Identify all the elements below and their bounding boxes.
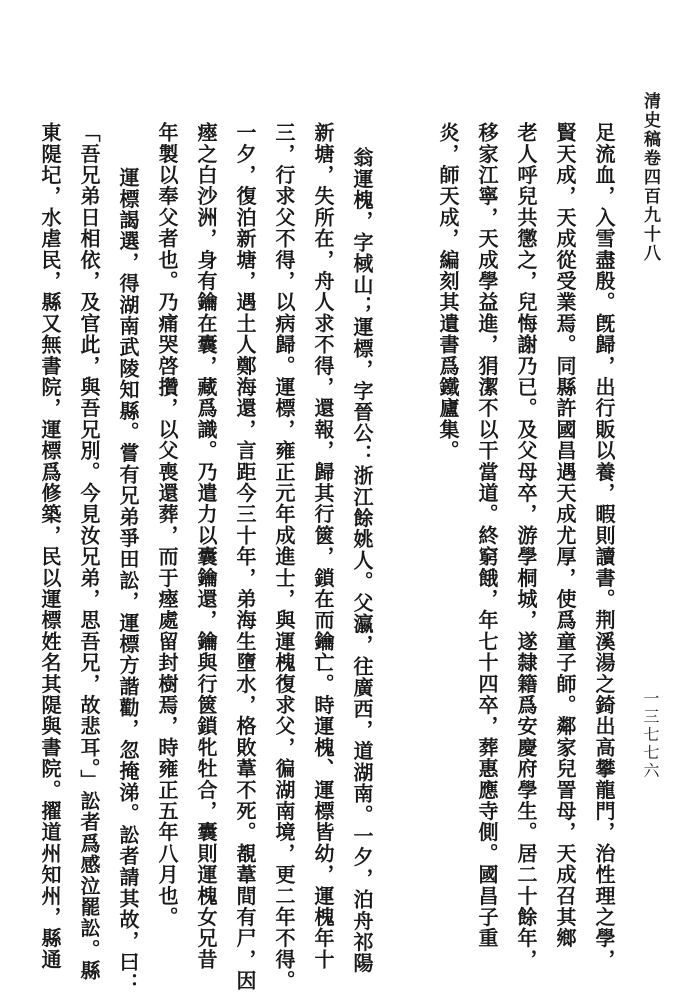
text-column: 一夕，復泊新塘，遇土人鄭海還，言距今三十年，弟海生墮水，格敗葦不死。覩葦間有尸，因 (233, 122, 257, 992)
text-column: 新塘，失所在，舟人求不得，還報，歸其行篋，鎖在而鑰亡。時運槐、運標皆幼，運槐年十 (311, 122, 335, 970)
book-title-header: 清史稿卷四百九十八 (640, 92, 660, 263)
text-column: 賢天成，天成從受業焉。同縣許國昌遇天成尤厚，使爲童子師。鄰家兒詈母，天成召其鄉 (553, 122, 577, 949)
text-column: 三，行求父不得，以病歸。運標，雍正元年成進士，與運槐復求父，徧湖南境，更二年不得。 (272, 122, 296, 992)
text-column: 炎，師天成，編刻其遺書爲鐵廬集。 (436, 122, 460, 462)
text-column: 瘞之白沙洲，身有鑰在囊，藏爲識。乃遣力以囊鑰還，鑰與行篋鎖牝牡合，囊則運槐女兄昔 (194, 122, 218, 970)
text-column: 年製以奉父者也。乃痛哭啓攢，以父喪還葬，而于瘞處留封樹焉，時雍正五年八月也。 (155, 122, 179, 928)
text-column: 移家江寧，天成學益進，狷潔不以干當道。終窮餓，年七十四卒，葬惠應寺側。國昌子重 (475, 122, 499, 949)
text-column: 東隄圮，水虐民，縣又無書院，運標爲修築，民以運標姓名其隄與書院。擢道州知州，縣通 (38, 122, 62, 970)
text-column-paragraph-start: 運標謁選，得湖南武陵知縣。嘗有兄弟爭田訟，運標方諧勸，忽掩涕。訟者請其故，曰： (116, 167, 140, 994)
text-column: 老人呼兒共懲之，兒悔謝乃已。及父母卒，游學桐城，遂隸籍爲安慶府學生。居二十餘年， (514, 122, 538, 970)
text-column: 「吾兄弟日相依，及官此，與吾兄別。今見汝兄弟，思吾兄，故悲耳。」訟者爲感泣罷訟。縣 (77, 122, 101, 982)
text-column: 足流血，入雪盡殷。旣歸，出行販以養，暇則讀書。荆溪湯之錡出高攀龍門，治性理之學， (592, 122, 616, 970)
page-number: 一三七七六 (641, 690, 660, 780)
text-column-paragraph-start: 翁運槐，字棫山；運標，字晉公：浙江餘姚人。父瀛，往廣西，道湖南。一夕，泊舟祁陽 (350, 147, 374, 974)
